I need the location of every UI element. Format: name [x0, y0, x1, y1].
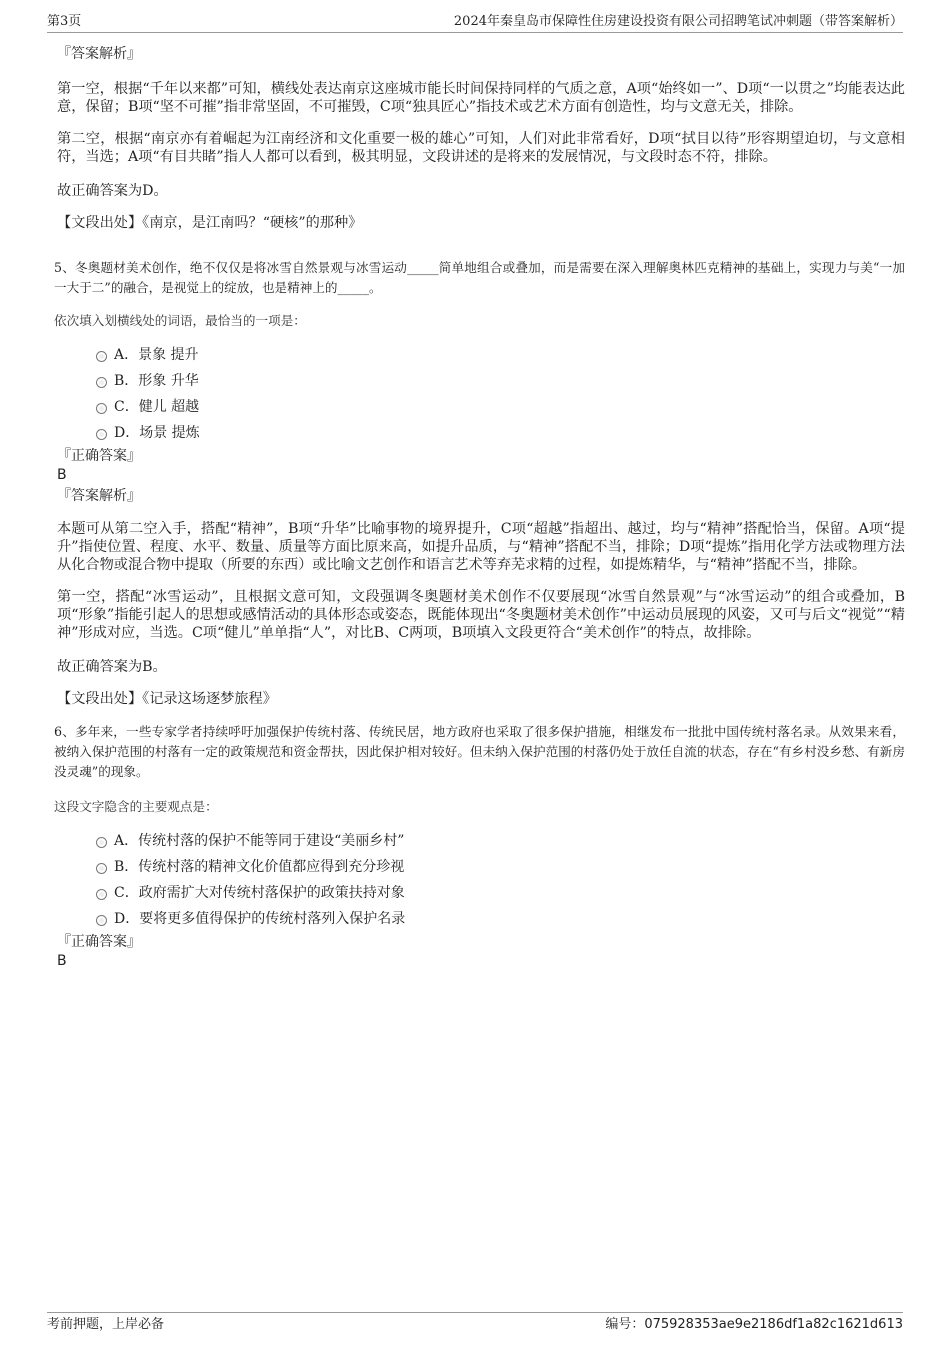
- radio-icon[interactable]: [96, 351, 107, 362]
- option-label: D．场景 提炼: [114, 425, 200, 441]
- source-title: 《记录这场逐梦旅程》: [142, 691, 277, 707]
- conclusion: 故正确答案为D。: [57, 183, 168, 199]
- question-prompt: 这段文字隐含的主要观点是：: [54, 799, 218, 814]
- option-d[interactable]: [96, 910, 905, 936]
- correct-answer-label: 『正确答案』: [57, 934, 141, 950]
- question-stem: 5、冬奥题材美术创作，绝不仅仅是将冰雪自然景观与冰雪运动_____简单地组合或叠加，而是需要在深入理解奥林匹克精神的基础上，实现力与美“一加一大于二”的融合，是视觉上的绽放，也是精神上的_____。: [54, 260, 905, 295]
- analysis-paragraph: 第一空，根据“千年以来都”可知，横线处表达南京这座城市能长时间保持同样的气质之意，A项“始终如一”、D项“一以贯之”均能表达此意，保留；B项“坚不可摧”指非常坚固，不可摧毁，C项“独具匠心”指技术或艺术方面有创造性，均与文意无关，排除。: [57, 81, 905, 115]
- document-title: 2024年秦皇岛市保障性住房建设投资有限公司招聘笔试冲刺题（带答案解析）: [453, 14, 903, 29]
- radio-icon[interactable]: [96, 837, 107, 848]
- conclusion: 故正确答案为B。: [57, 659, 167, 675]
- option-b[interactable]: [96, 858, 905, 884]
- correct-answer: B: [57, 467, 67, 483]
- question-prompt: 依次填入划横线处的词语，最恰当的一项是：: [54, 313, 306, 328]
- correct-answer: B: [57, 953, 67, 969]
- option-label: C．政府需扩大对传统村落保护的政策扶持对象: [114, 885, 405, 901]
- option-c[interactable]: [96, 398, 905, 424]
- option-label: B．传统村落的精神文化价值都应得到充分珍视: [114, 859, 405, 875]
- radio-icon[interactable]: [96, 377, 107, 388]
- option-list: [96, 346, 905, 450]
- option-label: B．形象 升华: [114, 373, 199, 389]
- option-list: [96, 832, 905, 936]
- option-label: D．要将更多值得保护的传统村落列入保护名录: [114, 911, 406, 927]
- option-a[interactable]: [96, 346, 905, 372]
- option-label: A．传统村落的保护不能等同于建设“美丽乡村”: [114, 833, 405, 849]
- page-footer: [47, 1312, 903, 1333]
- analysis-paragraph: 第一空，搭配“冰雪运动”，且根据文意可知，文段强调冬奥题材美术创作不仅要展现“冰雪自然景观”与“冰雪运动”的组合或叠加，B项“形象”指能引起人的思想或感情活动的具体形态或姿态，既能体现出“冬奥题材美术创作”中运动员展现的风姿，又可与后文“视觉”“精神”形成对应，当选。C项“健儿”单单指“人”，对比B、C两项，B项填入文段更符合“美术创作”的特点，故排除。: [57, 589, 905, 641]
- analysis-paragraph: 第二空，根据“南京亦有着崛起为江南经济和文化重要一极的雄心”可知，人们对此非常看好，D项“拭目以待”形容期望迫切，与文意相符，当选；A项“有目共睹”指人人都可以看到，极其明显，文段讲述的是将来的发展情况，与文段时态不符，排除。: [57, 131, 905, 165]
- answer-analysis-label: 『答案解析』: [57, 46, 141, 62]
- analysis-paragraph: 本题可从第二空入手，搭配“精神”，B项“升华”比喻事物的境界提升，C项“超越”指超出、越过，均与“精神”搭配恰当，保留。A项“提升”指使位置、程度、水平、数量、质量等方面比原来高，如提升品质，与“精神”搭配不当，排除；D项“提炼”指用化学方法或物理方法从化合物或混合物中提取（所要的东西）或比喻文艺创作和语言艺术等弃芜求精的过程，如提炼精华，与“精神”搭配不当，排除。: [57, 521, 905, 573]
- source-line: [57, 214, 905, 232]
- source-title: 《南京，是江南吗？“硬核”的那种》: [142, 215, 363, 231]
- option-label: C．健儿 超越: [114, 399, 200, 415]
- option-a[interactable]: [96, 832, 905, 858]
- page-number: 第3页: [47, 14, 82, 29]
- footer-slogan: 考前押题，上岸必备: [47, 1317, 165, 1332]
- option-b[interactable]: [96, 372, 905, 398]
- answer-analysis-label: 『答案解析』: [57, 488, 141, 504]
- option-label: A．景象 提升: [114, 347, 199, 363]
- radio-icon[interactable]: [96, 889, 107, 900]
- question-stem: 6、多年来，一些专家学者持续呼吁加强保护传统村落、传统民居，地方政府也采取了很多保护措施，相继发布一批批中国传统村落名录。从效果来看，被纳入保护范围的村落有一定的政策规范和资金帮扶，因此保护相对较好。但未纳入保护范围的村落仍处于放任自流的状态，存在“有乡村没乡愁、有新房没灵魂”的现象。: [54, 724, 905, 779]
- option-d[interactable]: [96, 424, 905, 450]
- source-label: 【文段出处】: [57, 215, 143, 231]
- document-id: 编号：075928353ae9e2186df1a82c1621d613: [605, 1317, 903, 1332]
- correct-answer-label: 『正确答案』: [57, 448, 141, 464]
- page-content: [50, 44, 905, 970]
- source-label: 【文段出处】: [57, 691, 143, 707]
- radio-icon[interactable]: [96, 863, 107, 874]
- page-header: [47, 12, 903, 33]
- radio-icon[interactable]: [96, 429, 107, 440]
- radio-icon[interactable]: [96, 403, 107, 414]
- source-line: [57, 690, 905, 708]
- option-c[interactable]: [96, 884, 905, 910]
- radio-icon[interactable]: [96, 915, 107, 926]
